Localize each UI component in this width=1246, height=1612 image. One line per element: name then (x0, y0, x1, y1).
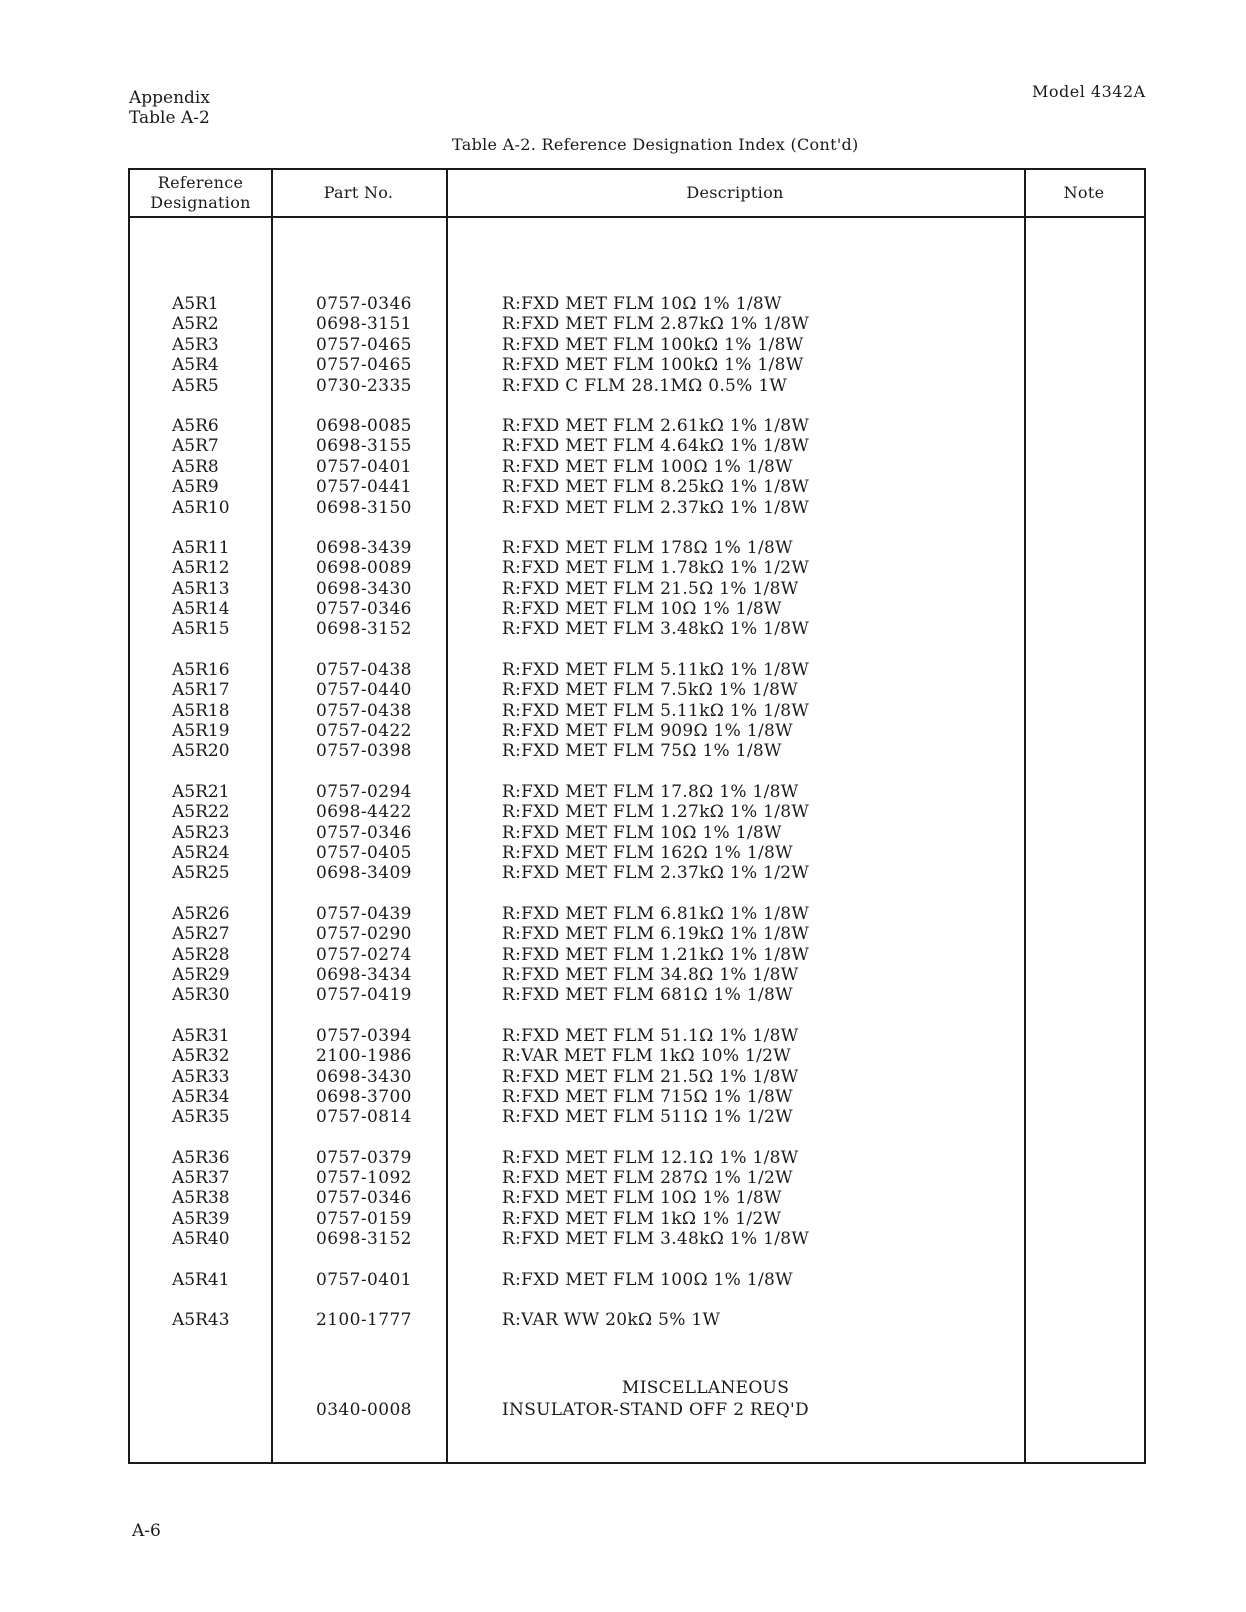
table-row (130, 701, 1144, 721)
reference-designation: A5R4 (172, 355, 219, 376)
description: R:FXD MET FLM 10Ω 1% 1/8W (502, 599, 782, 620)
table-row (130, 579, 1144, 599)
part-number: 0757-0346 (316, 1188, 412, 1209)
reference-designation: A5R33 (172, 1066, 230, 1087)
part-number: 0730-2335 (316, 375, 412, 396)
part-number: 0757-0465 (316, 334, 412, 355)
table-row (130, 538, 1144, 558)
table-row (130, 1188, 1144, 1208)
part-number: 2100-1986 (316, 1046, 412, 1067)
part-number: 0698-4422 (316, 802, 412, 823)
reference-designation: A5R28 (172, 944, 230, 965)
table-row (130, 1229, 1144, 1249)
table-row (130, 863, 1144, 883)
table-row (130, 924, 1144, 944)
model-label: Model 4342A (1032, 82, 1146, 101)
description: R:FXD MET FLM 6.81kΩ 1% 1/8W (502, 903, 810, 924)
part-number: 0698-3152 (316, 619, 412, 640)
table-row (130, 904, 1144, 924)
column-header-part: Part No. (323, 183, 394, 202)
column-header-reference (130, 170, 271, 216)
part-number: 0757-0346 (316, 822, 412, 843)
row-group (130, 660, 1144, 762)
table-row (130, 355, 1144, 375)
description: R:FXD MET FLM 287Ω 1% 1/2W (502, 1168, 793, 1189)
part-number: 0757-0274 (316, 944, 412, 965)
description: R:FXD MET FLM 2.37kΩ 1% 1/8W (502, 497, 810, 518)
table-row (130, 1046, 1144, 1066)
description: R:FXD MET FLM 1.78kΩ 1% 1/2W (502, 558, 810, 579)
table-row (130, 985, 1144, 1005)
part-number: 0757-0294 (316, 781, 412, 802)
reference-designation: A5R29 (172, 964, 230, 985)
table-row (130, 782, 1144, 802)
misc-title: MISCELLANEOUS (622, 1378, 790, 1398)
table-row (130, 335, 1144, 355)
table-row (130, 823, 1144, 843)
reference-designation: A5R43 (172, 1310, 230, 1331)
part-number: 0757-0814 (316, 1107, 412, 1128)
part-number: 0757-0401 (316, 1269, 412, 1290)
description: R:FXD MET FLM 51.1Ω 1% 1/8W (502, 1025, 799, 1046)
table-row (130, 1026, 1144, 1046)
table-row (130, 741, 1144, 761)
part-number: 0698-3151 (316, 314, 412, 335)
description: R:FXD MET FLM 8.25kΩ 1% 1/8W (502, 477, 810, 498)
description: R:FXD MET FLM 7.5kΩ 1% 1/8W (502, 680, 799, 701)
description: R:FXD MET FLM 5.11kΩ 1% 1/8W (502, 659, 810, 680)
part-number: 0757-0440 (316, 680, 412, 701)
description: R:FXD C FLM 28.1MΩ 0.5% 1W (502, 375, 788, 396)
table-row (130, 1310, 1144, 1330)
description: R:FXD MET FLM 4.64kΩ 1% 1/8W (502, 436, 810, 457)
row-group (130, 782, 1144, 884)
part-number: 0757-0394 (316, 1025, 412, 1046)
description: R:FXD MET FLM 75Ω 1% 1/8W (502, 741, 782, 762)
reference-designation: A5R23 (172, 822, 230, 843)
reference-designation: A5R9 (172, 477, 219, 498)
reference-designation: A5R17 (172, 680, 230, 701)
row-group (130, 294, 1144, 396)
part-number: 2100-1777 (316, 1310, 412, 1331)
description: R:FXD MET FLM 2.61kΩ 1% 1/8W (502, 415, 810, 436)
description: R:FXD MET FLM 162Ω 1% 1/8W (502, 842, 793, 863)
reference-designation: A5R20 (172, 741, 230, 762)
reference-designation: A5R7 (172, 436, 219, 457)
part-number: 0757-0405 (316, 842, 412, 863)
reference-designation: A5R30 (172, 985, 230, 1006)
column-header-note: Note (1063, 183, 1105, 202)
table-row (130, 376, 1144, 396)
part-number: 0698-3155 (316, 436, 412, 457)
part-number: 0698-3430 (316, 1066, 412, 1087)
table-row (130, 1270, 1144, 1290)
description: R:FXD MET FLM 715Ω 1% 1/8W (502, 1086, 793, 1107)
part-number: 0757-0439 (316, 903, 412, 924)
page-header-left (129, 88, 210, 128)
reference-designation: A5R13 (172, 578, 230, 599)
description: R:FXD MET FLM 2.87kΩ 1% 1/8W (502, 314, 810, 335)
description: R:FXD MET FLM 100Ω 1% 1/8W (502, 456, 793, 477)
part-number: 0757-0419 (316, 985, 412, 1006)
reference-designation: A5R6 (172, 415, 219, 436)
part-number: 0757-0438 (316, 659, 412, 680)
reference-designation: A5R18 (172, 700, 230, 721)
misc-description: INSULATOR-STAND OFF 2 REQ'D (502, 1400, 809, 1420)
description: R:VAR MET FLM 1kΩ 10% 1/2W (502, 1046, 792, 1067)
description: R:FXD MET FLM 100Ω 1% 1/8W (502, 1269, 793, 1290)
reference-designation: A5R31 (172, 1025, 230, 1046)
table-row (130, 843, 1144, 863)
part-number: 0757-0290 (316, 924, 412, 945)
description: R:FXD MET FLM 10Ω 1% 1/8W (502, 294, 782, 314)
table-row (130, 477, 1144, 497)
part-number: 0698-3152 (316, 1229, 412, 1250)
part-number: 0757-0379 (316, 1147, 412, 1168)
part-number: 0757-0401 (316, 456, 412, 477)
page-number: A-6 (132, 1521, 161, 1541)
column-header-reference-line2: Designation (150, 193, 251, 212)
reference-designation: A5R22 (172, 802, 230, 823)
column-header-reference-line1: Reference (157, 173, 244, 192)
table-row (130, 1168, 1144, 1188)
reference-designation: A5R2 (172, 314, 219, 335)
part-number: 0757-0438 (316, 700, 412, 721)
reference-designation: A5R37 (172, 1168, 230, 1189)
reference-designation: A5R35 (172, 1107, 230, 1128)
reference-designation-table (128, 168, 1146, 1464)
description: R:FXD MET FLM 34.8Ω 1% 1/8W (502, 964, 799, 985)
reference-designation: A5R3 (172, 334, 219, 355)
reference-designation: A5R41 (172, 1269, 230, 1290)
description: R:FXD MET FLM 1.27kΩ 1% 1/8W (502, 802, 810, 823)
part-number: 0698-3434 (316, 964, 412, 985)
reference-designation: A5R40 (172, 1229, 230, 1250)
column-header-description: Description (686, 183, 784, 202)
description: R:FXD MET FLM 3.48kΩ 1% 1/8W (502, 619, 810, 640)
reference-designation: A5R15 (172, 619, 230, 640)
table-row (130, 599, 1144, 619)
table-reference: Table A-2 (129, 108, 210, 128)
row-group (130, 538, 1144, 640)
part-number: 0698-0085 (316, 415, 412, 436)
part-number: 0757-0398 (316, 741, 412, 762)
table-row (130, 680, 1144, 700)
reference-designation: A5R12 (172, 558, 230, 579)
part-number: 0698-3150 (316, 497, 412, 518)
description: R:FXD MET FLM 2.37kΩ 1% 1/2W (502, 863, 810, 884)
part-number: 0757-0441 (316, 477, 412, 498)
description: R:FXD MET FLM 21.5Ω 1% 1/8W (502, 1066, 799, 1087)
row-group (130, 1026, 1144, 1128)
section-label: Appendix (129, 88, 210, 108)
table-row (130, 1209, 1144, 1229)
table-row (130, 965, 1144, 985)
row-group (130, 416, 1144, 518)
table-row (130, 498, 1144, 518)
misc-part-number: 0340-0008 (316, 1400, 412, 1420)
description: R:FXD MET FLM 100kΩ 1% 1/8W (502, 334, 804, 355)
reference-designation: A5R19 (172, 721, 230, 742)
part-number: 0757-0422 (316, 721, 412, 742)
description: R:FXD MET FLM 1.21kΩ 1% 1/8W (502, 944, 810, 965)
description: R:FXD MET FLM 511Ω 1% 1/2W (502, 1107, 793, 1128)
description: R:FXD MET FLM 178Ω 1% 1/8W (502, 537, 793, 558)
row-group (130, 1270, 1144, 1290)
table-row (130, 1067, 1144, 1087)
table-row (130, 619, 1144, 639)
row-group (130, 1310, 1144, 1330)
reference-designation: A5R39 (172, 1208, 230, 1229)
part-number: 0698-3409 (316, 863, 412, 884)
description: R:FXD MET FLM 3.48kΩ 1% 1/8W (502, 1229, 810, 1250)
description: R:FXD MET FLM 10Ω 1% 1/8W (502, 822, 782, 843)
reference-designation: A5R26 (172, 903, 230, 924)
description: R:FXD MET FLM 100kΩ 1% 1/8W (502, 355, 804, 376)
reference-designation: A5R34 (172, 1086, 230, 1107)
reference-designation: A5R11 (172, 537, 230, 558)
table-row (130, 416, 1144, 436)
reference-designation: A5R27 (172, 924, 230, 945)
row-group (130, 1148, 1144, 1250)
table-row (130, 802, 1144, 822)
part-number: 0698-3700 (316, 1086, 412, 1107)
description: R:FXD MET FLM 21.5Ω 1% 1/8W (502, 578, 799, 599)
table-row (130, 294, 1144, 314)
header-divider (130, 216, 1144, 218)
reference-designation: A5R25 (172, 863, 230, 884)
table-row (130, 314, 1144, 334)
table-row (130, 1148, 1144, 1168)
description: R:FXD MET FLM 5.11kΩ 1% 1/8W (502, 700, 810, 721)
part-number: 0757-0465 (316, 355, 412, 376)
table-row (130, 660, 1144, 680)
reference-designation: A5R8 (172, 456, 219, 477)
part-number: 0757-1092 (316, 1168, 412, 1189)
description: R:FXD MET FLM 12.1Ω 1% 1/8W (502, 1147, 799, 1168)
reference-designation: A5R10 (172, 497, 230, 518)
reference-designation: A5R1 (172, 294, 219, 314)
part-number: 0698-0089 (316, 558, 412, 579)
part-number: 0698-3439 (316, 537, 412, 558)
reference-designation: A5R36 (172, 1147, 230, 1168)
description: R:FXD MET FLM 1kΩ 1% 1/2W (502, 1208, 782, 1229)
table-row (130, 945, 1144, 965)
reference-designation: A5R14 (172, 599, 230, 620)
description: R:FXD MET FLM 17.8Ω 1% 1/8W (502, 781, 799, 802)
description: R:VAR WW 20kΩ 5% 1W (502, 1310, 721, 1331)
description: R:FXD MET FLM 6.19kΩ 1% 1/8W (502, 924, 810, 945)
reference-designation: A5R38 (172, 1188, 230, 1209)
part-number: 0757-0159 (316, 1208, 412, 1229)
table-row (130, 436, 1144, 456)
table-row (130, 721, 1144, 741)
part-number: 0757-0346 (316, 294, 412, 314)
table-row (130, 558, 1144, 578)
table-row (130, 1087, 1144, 1107)
part-number: 0757-0346 (316, 599, 412, 620)
description: R:FXD MET FLM 681Ω 1% 1/8W (502, 985, 793, 1006)
reference-designation: A5R5 (172, 375, 219, 396)
table-row (130, 457, 1144, 477)
description: R:FXD MET FLM 10Ω 1% 1/8W (502, 1188, 782, 1209)
part-number: 0698-3430 (316, 578, 412, 599)
row-group (130, 904, 1144, 1006)
table-body (130, 294, 1144, 1350)
reference-designation: A5R21 (172, 781, 230, 802)
reference-designation: A5R32 (172, 1046, 230, 1067)
description: R:FXD MET FLM 909Ω 1% 1/8W (502, 721, 793, 742)
table-row (130, 1107, 1144, 1127)
reference-designation: A5R16 (172, 659, 230, 680)
table-caption: Table A-2. Reference Designation Index (Cont'd) (452, 135, 859, 154)
reference-designation: A5R24 (172, 842, 230, 863)
